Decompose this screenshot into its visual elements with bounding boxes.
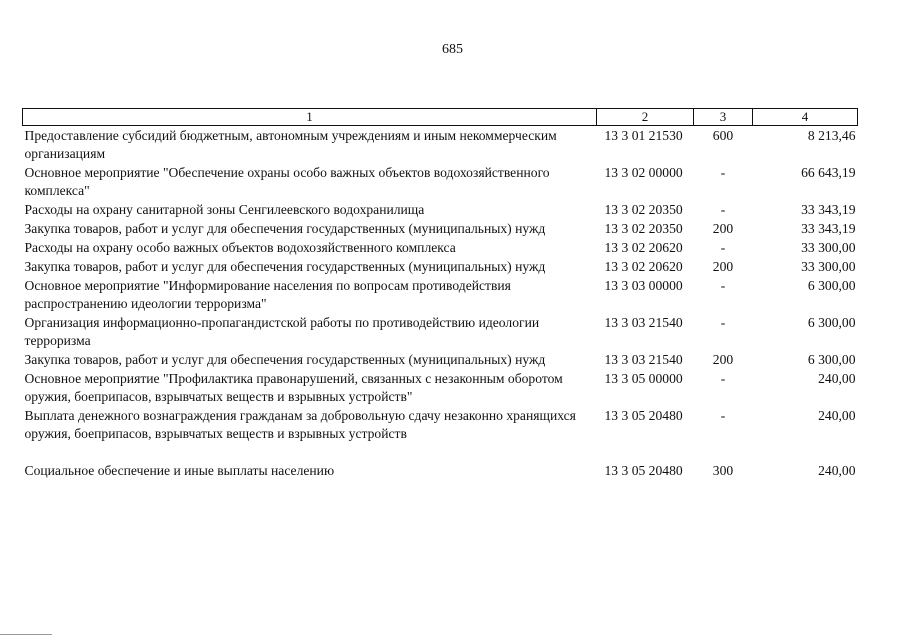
row-amount: 6 300,00 [807,352,856,367]
row-code: 13 3 02 20350 [604,202,683,217]
row-code: 13 3 02 20350 [604,221,683,236]
budget-table [22,108,858,480]
row-name: Основное мероприятие "Обеспечение охраны особо важных объектов водохозяйственного комплекса" [24,165,550,198]
row-code: 13 3 02 20620 [604,259,683,274]
table-row [23,238,858,257]
row-name: Основное мероприятие "Информирование населения по вопросам противодействия распространению идеологии терроризма" [24,278,511,311]
row-amount: 240,00 [818,463,856,478]
table-row [23,126,858,164]
row-name: Расходы на охрану санитарной зоны Сенгилеевского водохранилища [24,202,425,217]
table-row [23,461,858,480]
footer-rule [0,634,52,635]
header-row [23,109,858,126]
row-type: - [720,371,726,386]
row-amount: 8 213,46 [807,128,856,143]
header-col-2: 2 [597,109,694,126]
row-amount: 6 300,00 [807,278,856,293]
table-row [23,313,858,350]
table-row [23,200,858,219]
table-row [23,219,858,238]
row-type: - [720,278,726,293]
row-type: 200 [712,221,734,236]
row-amount: 33 343,19 [801,221,856,236]
row-name: Основное мероприятие "Профилактика правонарушений, связанных с незаконным оборотом оружия, боеприпасов, взрывчатых веществ и взрывных устройств" [24,371,563,404]
row-type: - [720,240,726,255]
header-col-4: 4 [753,109,858,126]
row-code: 13 3 05 00000 [604,371,683,386]
row-amount: 66 643,19 [801,165,856,180]
row-name: Выплата денежного вознаграждения гражданам за добровольную сдачу незаконно хранящихся оружия, боеприпасов, взрывчатых веществ и взрывных устройств [24,408,576,441]
row-name: Закупка товаров, работ и услуг для обеспечения государственных (муниципальных) нужд [24,259,546,274]
row-amount: 240,00 [818,408,856,423]
row-type: - [720,165,726,180]
row-amount: 6 300,00 [807,315,856,330]
row-name: Организация информационно-пропагандистской работы по противодействию идеологии терроризма [24,315,540,348]
row-type: 200 [712,352,734,367]
row-code: 13 3 03 21540 [604,315,683,330]
table-row [23,276,858,313]
table-row [23,406,858,443]
row-type: - [720,315,726,330]
row-code: 13 3 01 21530 [604,128,683,143]
row-amount: 33 343,19 [801,202,856,217]
row-type: 300 [712,463,734,478]
row-code: 13 3 02 20620 [604,240,683,255]
row-name: Социальное обеспечение и иные выплаты населению [24,463,335,478]
row-type: 200 [712,259,734,274]
row-code: 13 3 03 21540 [604,352,683,367]
row-code: 13 3 03 00000 [604,278,683,293]
row-type: 600 [712,128,734,143]
row-name: Закупка товаров, работ и услуг для обеспечения государственных (муниципальных) нужд [24,352,546,367]
table-row [23,350,858,369]
row-name: Предоставление субсидий бюджетным, автономным учреждениям и иным некоммерческим организациям [24,128,557,161]
row-type: - [720,202,726,217]
row-name: Закупка товаров, работ и услуг для обеспечения государственных (муниципальных) нужд [24,221,546,236]
table-row [23,369,858,406]
row-type: - [720,408,726,423]
page-number: 685 [442,42,463,57]
row-amount: 240,00 [818,371,856,386]
row-code: 13 3 02 00000 [604,165,683,180]
row-code: 13 3 05 20480 [604,463,683,478]
row-spacer [23,443,858,461]
table-row [23,163,858,200]
header-col-1: 1 [23,109,597,126]
row-code: 13 3 05 20480 [604,408,683,423]
header-col-3: 3 [694,109,753,126]
row-name: Расходы на охрану особо важных объектов водохозяйственного комплекса [24,240,456,255]
row-amount: 33 300,00 [801,240,856,255]
row-amount: 33 300,00 [801,259,856,274]
table-row [23,257,858,276]
